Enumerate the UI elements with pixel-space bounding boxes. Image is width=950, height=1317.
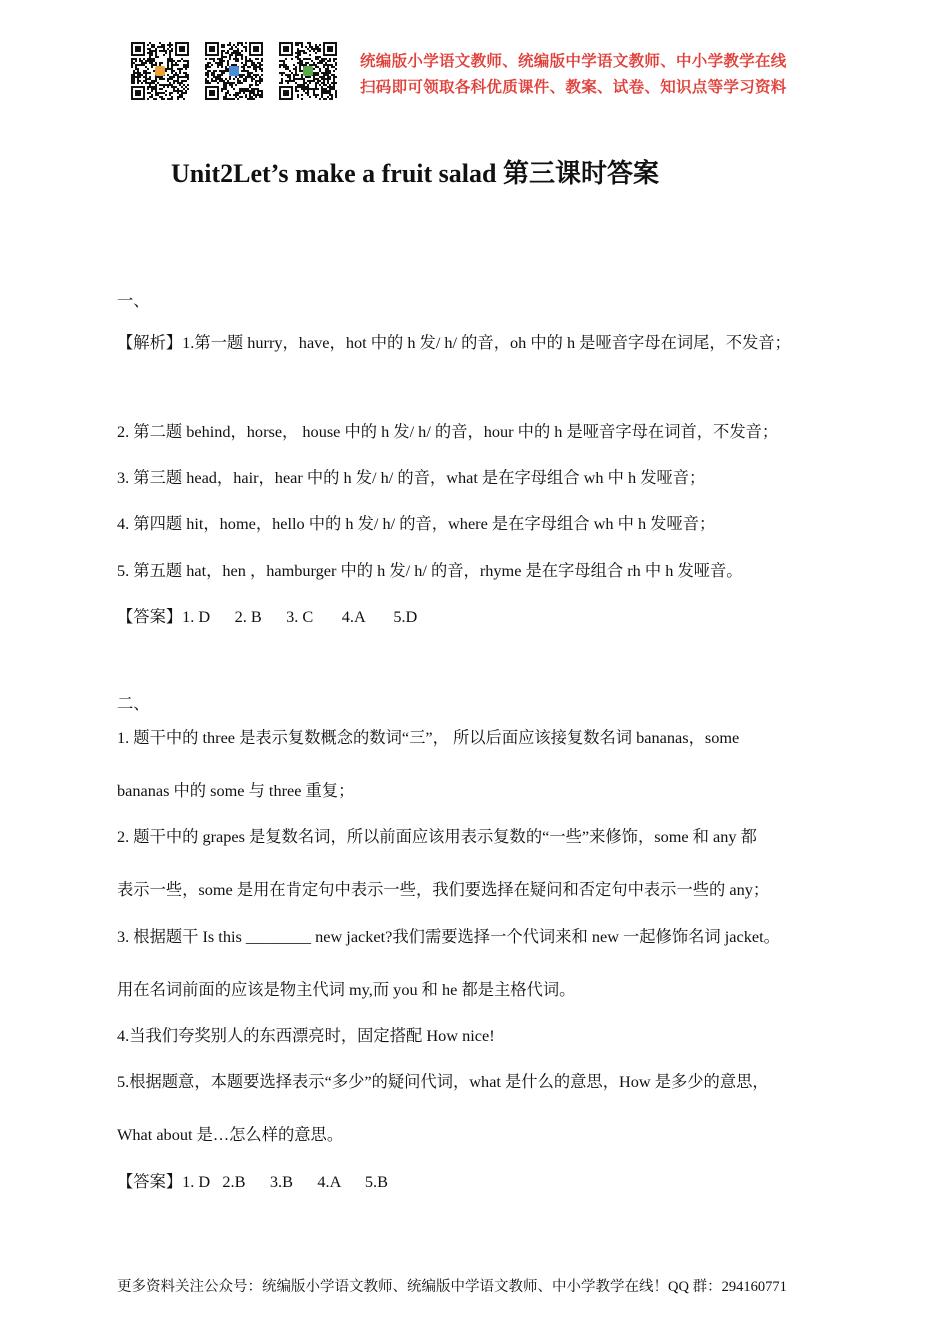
- section1-line-4: 4. 第四题 hit，home，hello 中的 h 发/ h/ 的音，where 是在字母组合 wh 中 h 发哑音；: [117, 514, 716, 533]
- section2-line-6: 用在名词前面的应该是物主代词 my,而 you 和 he 都是主格代词。: [117, 980, 576, 999]
- page-title: Unit2Let’s make a fruit salad 第三课时答案: [171, 159, 659, 188]
- footer-note: 更多资料关注公众号：统编版小学语文教师、统编版中学语文教师、中小学教学在线！QQ 群：294160771: [117, 1279, 787, 1295]
- qr-code-1: [131, 42, 189, 100]
- section1-line-2: 2. 第二题 behind，horse， house 中的 h 发/ h/ 的音，hour 中的 h 是哑音字母在词首，不发音；: [117, 422, 779, 441]
- section2-line-5: 3. 根据题干 Is this ________ new jacket?我们需要选择一个代词来和 new 一起修饰名词 jacket。: [117, 927, 780, 946]
- section1-answer: 【答案】1. D 2. B 3. C 4.A 5.D: [117, 607, 418, 626]
- section2-answer: 【答案】1. D 2.B 3.B 4.A 5.B: [117, 1172, 388, 1191]
- promo-line-1: 统编版小学语文教师、统编版中学语文教师、中小学教学在线: [360, 52, 787, 70]
- section2-line-3: 2. 题干中的 grapes 是复数名词，所以前面应该用表示复数的“一些”来修饰，some 和 any 都: [117, 827, 757, 846]
- section2-line-2: bananas 中的 some 与 three 重复；: [117, 781, 355, 800]
- section2-line-1: 1. 题干中的 three 是表示复数概念的数词“三”， 所以后面应该接复数名词 bananas，some: [117, 728, 740, 747]
- qr-code-3: [279, 42, 337, 100]
- section2-line-7: 4.当我们夸奖别人的东西漂亮时，固定搭配 How nice!: [117, 1026, 495, 1045]
- section2-line-8: 5.根据题意，本题要选择表示“多少”的疑问代词，what 是什么的意思，How 是多少的意思，: [117, 1072, 769, 1091]
- qr-code-2: [205, 42, 263, 100]
- section2-line-9: What about 是…怎么样的意思。: [117, 1125, 344, 1144]
- promo-line-2: 扫码即可领取各科优质课件、教案、试卷、知识点等学习资料: [360, 78, 787, 96]
- section1-line-3: 3. 第三题 head，hair，hear 中的 h 发/ h/ 的音，what 是在字母组合 wh 中 h 发哑音；: [117, 468, 706, 487]
- section1-line-5: 5. 第五题 hat，hen ，hamburger 中的 h 发/ h/ 的音，rhyme 是在字母组合 rh 中 h 发哑音。: [117, 561, 743, 580]
- section2-heading: 二、: [117, 694, 150, 713]
- section1-line-1: 【解析】1.第一题 hurry，have，hot 中的 h 发/ h/ 的音，oh 中的 h 是哑音字母在词尾，不发音；: [117, 333, 791, 352]
- section1-heading: 一、: [117, 291, 150, 310]
- section2-line-4: 表示一些，some 是用在肯定句中表示一些，我们要选择在疑问和否定句中表示一些的 any；: [117, 880, 770, 899]
